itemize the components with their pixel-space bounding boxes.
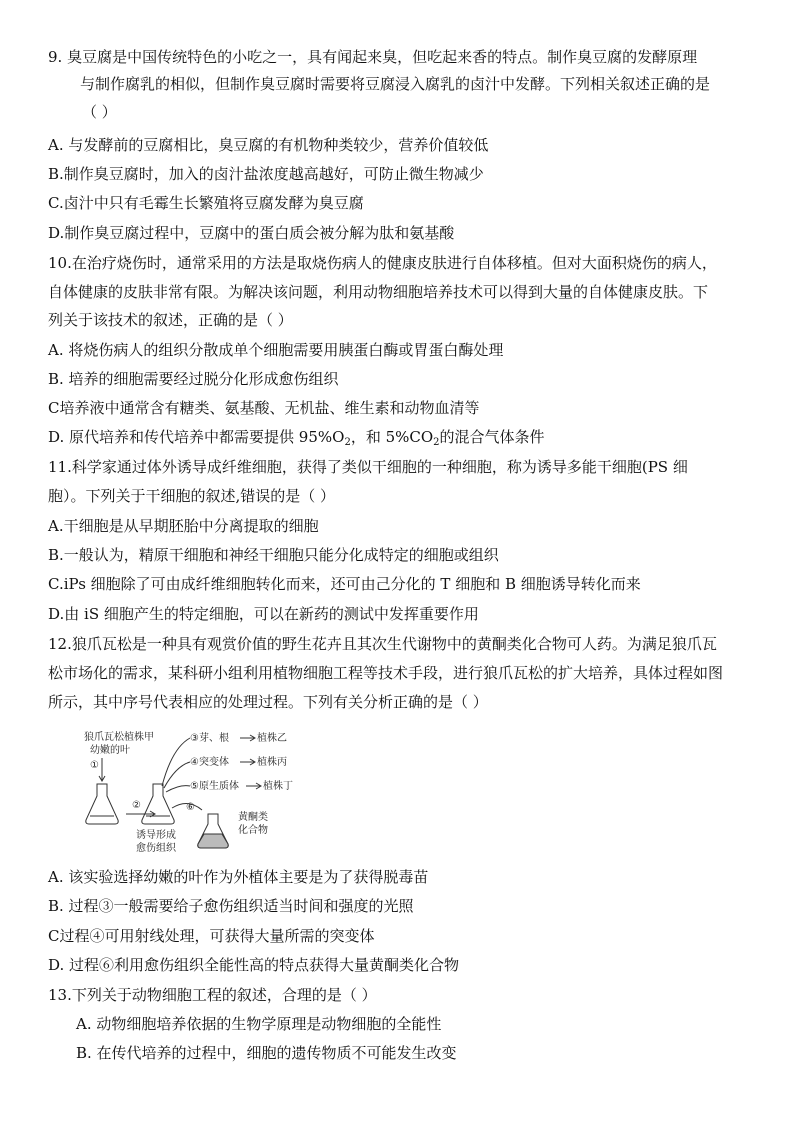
- q11-option-b: B.一般认为，精原干细胞和神经干细胞只能分化成特定的细胞或组织: [48, 546, 499, 564]
- culture-process-diagram: [80, 728, 300, 860]
- q13-option-a: A. 动物细胞培养依据的生物学原理是动物细胞的全能性: [76, 1015, 442, 1033]
- q12-option-a: A. 该实验选择幼嫩的叶作为外植体主要是为了获得脱毒苗: [48, 868, 429, 886]
- q11-option-c: C.iPs 细胞除了可由成纤维细胞转化而来，还可由己分化的 T 细胞和 B 细胞诱导转化而来: [48, 575, 641, 593]
- fig-callus-label-1: 诱导形成: [136, 830, 176, 841]
- fig-step-1: ①: [90, 760, 99, 771]
- fig-step-5: ⑤原生质体: [190, 781, 239, 792]
- q9-option-b: B.制作臭豆腐时，加入的卤汁盐浓度越高越好，可防止微生物减少: [48, 165, 484, 183]
- q9-answer-blank: （ ）: [82, 103, 117, 121]
- q11-option-d: D.由 iS 细胞产生的特定细胞，可以在新药的测试中发挥重要作用: [48, 605, 479, 623]
- fig-step-4: ④突变体: [190, 757, 229, 768]
- q10-option-d-sub-2: 2: [433, 437, 440, 448]
- q9-stem-line-2: 与制作腐乳的相似，但制作臭豆腐时需要将豆腐浸入腐乳的卤汁中发酵。下列相关叙述正确的是: [80, 75, 711, 93]
- q11-stem-line-1: 11.科学家通过体外诱导成纤维细胞，获得了类似干细胞的一种细胞，称为诱导多能干细胞(PS 细: [48, 458, 688, 476]
- fig-step-2: ②: [132, 800, 141, 811]
- q13-stem-line-1: 13.下列关于动物细胞工程的叙述，合理的是（ ）: [48, 986, 377, 1004]
- fig-arrow-5: [166, 786, 190, 792]
- fig-product-label-1: 黄酮类: [238, 812, 268, 823]
- fig-source-label-1: 狼爪瓦松植株甲: [84, 732, 154, 743]
- q9-option-d: D.制作臭豆腐过程中，豆腐中的蛋白质会被分解为肽和氨基酸: [48, 224, 455, 242]
- q10-stem-line-2: 自体健康的皮肤非常有限。为解决该问题，利用动物细胞培养技术可以得到大量的自体健康皮肤。下: [48, 283, 709, 301]
- q12-stem-line-1: 12.狼爪瓦松是一种具有观赏价值的野生花卉且其次生代谢物中的黄酮类化合物可人药。为满足狼爪瓦: [48, 635, 717, 653]
- q11-option-a: A.干细胞是从早期胚胎中分离提取的细胞: [48, 517, 319, 535]
- fig-step-6: ⑥: [186, 802, 195, 813]
- fig-plant-d: 植株丁: [263, 781, 293, 792]
- q12-option-d: D. 过程⑥利用愈伤组织全能性高的特点获得大量黄酮类化合物: [48, 956, 460, 974]
- flask-icon: [86, 784, 118, 824]
- q9-option-c: C.卤汁中只有毛霉生长繁殖将豆腐发酵为臭豆腐: [48, 194, 364, 212]
- fig-source-label-2: 幼嫩的叶: [90, 745, 130, 756]
- q12-stem-line-2: 松市场化的需求，某科研小组利用植物细胞工程等技术手段，进行狼爪瓦松的扩大培养，具体过程如图: [48, 664, 724, 682]
- flask-liquid: [198, 834, 228, 848]
- q12-option-c: C过程④可用射线处理，可获得大量所需的突变体: [48, 927, 375, 945]
- fig-arrow-3: [162, 738, 190, 786]
- q10-option-d: [48, 426, 545, 454]
- fig-step-3: ③芽、根: [190, 733, 229, 744]
- q10-option-d-text-1: D. 原代培养和传代培养中都需要提供 95%O: [48, 428, 345, 446]
- fig-product-label-2: 化合物: [238, 825, 268, 836]
- q10-stem-line-3: 列关于该技术的叙述，正确的是（ ）: [48, 311, 293, 329]
- q10-stem-line-1: 10.在治疗烧伤时，通常采用的方法是取烧伤病人的健康皮肤进行自体移植。但对大面积烧伤的病人，: [48, 254, 717, 272]
- q9-option-a: A. 与发酵前的豆腐相比，臭豆腐的有机物种类较少，营养价值较低: [48, 136, 489, 154]
- q13-option-b: B. 在传代培养的过程中，细胞的遗传物质不可能发生改变: [76, 1044, 457, 1062]
- q12-stem-line-3: 所示，其中序号代表相应的处理过程。下列有关分析正确的是（ ）: [48, 693, 488, 711]
- fig-callus-label-2: 愈伤组织: [136, 843, 176, 854]
- q9-stem-line-1: 9. 臭豆腐是中国传统特色的小吃之一，具有闻起来臭，但吃起来香的特点。制作臭豆腐的发酵原理: [48, 48, 698, 66]
- q10-option-d-sub-1: 2: [344, 437, 351, 448]
- q10-option-a: A. 将烧伤病人的组织分散成单个细胞需要用胰蛋白酶或胃蛋白酶处理: [48, 341, 504, 359]
- q10-option-b: B. 培养的细胞需要经过脱分化形成愈伤组织: [48, 370, 339, 388]
- fig-plant-b: 植株乙: [257, 733, 287, 744]
- q12-option-b: B. 过程③一般需要给子愈伤组织适当时间和强度的光照: [48, 897, 414, 915]
- fig-arrow-4: [164, 762, 190, 788]
- q11-stem-line-2: 胞）。下列关于干细胞的叙述,错误的是（ ）: [48, 487, 336, 505]
- fig-plant-c: 植株丙: [257, 757, 287, 768]
- q10-option-d-text-2: ，和 5%CO: [350, 428, 434, 446]
- q10-option-d-text-3: 的混合气体条件: [439, 428, 545, 446]
- q10-option-c: C培养液中通常含有糖类、氨基酸、无机盐、维生素和动物血清等: [48, 399, 480, 417]
